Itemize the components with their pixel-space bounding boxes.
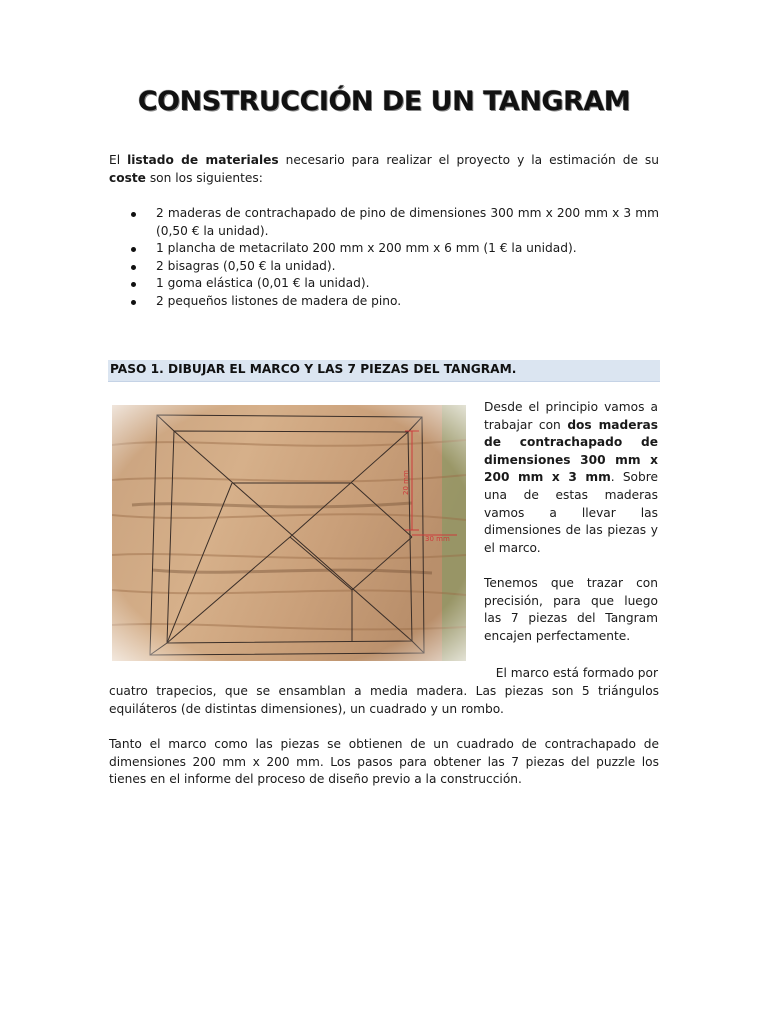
step1-p1-text-1: Desde el principio vamos a trabajar con [484, 400, 658, 432]
step1-p1-text-2: . Sobre una de estas maderas vamos a llevar las dimensiones de las piezas y el marco. [484, 470, 658, 555]
list-item [109, 258, 659, 276]
list-item [109, 275, 659, 293]
page-title: CONSTRUCCIÓN DE UN TANGRAM [137, 86, 631, 117]
intro-text-1: El [109, 153, 128, 167]
intro-paragraph [109, 152, 659, 187]
step1-paragraph-4: Tanto el marco como las piezas se obtienen de un cuadrado de contrachapado de dimensiones 200 mm x 200 mm. Los pasos para obtener las 7 piezas del puzzle los tienes en el informe del proceso de diseño previo a la construcción. [109, 737, 659, 787]
intro-text-2: necesario para realizar el proyecto y la estimación de su [278, 153, 659, 167]
list-item-text: 2 bisagras (0,50 € la unidad). [156, 258, 336, 273]
step-heading: PASO 1. DIBUJAR EL MARCO Y LAS 7 PIEZAS DEL TANGRAM. [110, 362, 517, 376]
step1-p1-bold: dos maderas de contrachapado de dimensiones 300 mm x 200 mm x 3 mm [484, 417, 658, 485]
step-heading-bar [108, 360, 660, 382]
list-item [109, 293, 659, 311]
intro-bold-1: listado de materiales [127, 153, 279, 167]
intro-bold-2: coste [109, 170, 146, 185]
list-item-text: 2 maderas de contrachapado de pino de dimensiones 300 mm x 200 mm x 3 mm (0,50 € la unidad). [156, 206, 659, 238]
step1-paragraph-3-rest: cuatro trapecios, que se ensamblan a media madera. Las piezas son 5 triángulos equiláteros (de distintas dimensiones), un cuadrado y un rombo. [109, 684, 659, 716]
list-item-text: 2 pequeños listones de madera de pino. [156, 293, 402, 308]
materials-list [109, 205, 659, 311]
bullet-icon [131, 265, 136, 270]
bullet-icon [131, 212, 136, 217]
list-item [109, 240, 659, 258]
bullet-icon [131, 282, 136, 287]
step1-paragraph-2: Tenemos que trazar con precisión, para que luego las 7 piezas del Tangram encajen perfectamente. [484, 575, 658, 643]
step1-side-text [484, 399, 658, 663]
intro-text-3: son los siguientes: [145, 170, 263, 185]
list-item [109, 205, 659, 240]
list-item-text: 1 plancha de metacrilato 200 mm x 200 mm x 6 mm (1 € la unidad). [156, 241, 577, 256]
bullet-icon [131, 247, 136, 252]
step1-paragraph-1 [484, 399, 658, 557]
plywood-tangram-photo [112, 405, 466, 661]
list-item-text: 1 goma elástica (0,01 € la unidad). [156, 276, 370, 291]
bullet-icon [131, 300, 136, 305]
step1-paragraph-3-start: El marco está formado por [495, 666, 658, 680]
